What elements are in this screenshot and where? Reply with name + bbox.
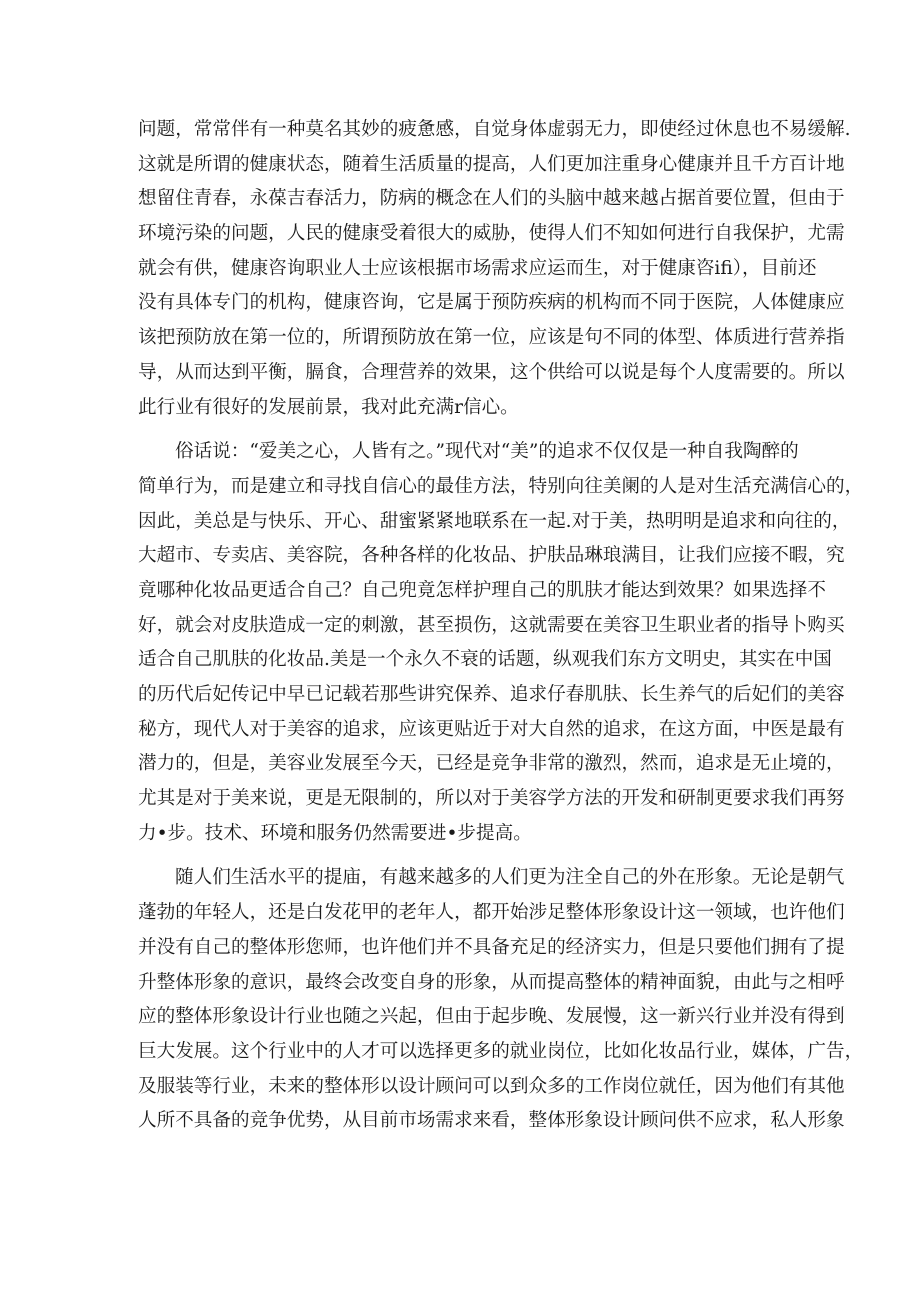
text-line: 及服装等行业，未来的整体形以设计顾问可以到众多的工作岗位就任，因为他们有其他 <box>138 1075 845 1097</box>
text-line: 此行业有很好的发展前景，我对此充满r信心。 <box>138 396 519 418</box>
text-line: 人所不具备的竞争优势，从目前市场需求来看，整体形象设计顾问供不应求，私人形象 <box>138 1110 845 1132</box>
text-line: 想留住青春，永葆吉春活力，防病的概念在人们的头脑中越来越占据首要位置，但由于 <box>138 188 845 210</box>
text-line: 就会有供，健康咨询职业人士应该根据市场需求应运而生，对于健康咨ifi），目前还 <box>138 257 817 279</box>
text-line: 大超市、专卖店、美容院，各种各样的化妆品、护肤品琳琅满目，让我们应接不暇，究 <box>138 545 845 567</box>
text-line: 并没有自己的整体形您师，也许他们并不具备充足的经济实力，但是只要他们拥有了提 <box>138 936 845 958</box>
text-line: 潜力的，但是，美容业发展至今天，已经是竞争非常的激烈，然而，追求是无止境的， <box>138 753 845 775</box>
text-line: 升整体形象的意识，最终会改变自身的形象，从而提高整体的精神面貌，由此与之相呼 <box>138 971 845 993</box>
text-line: 好，就会对皮肤造成一定的刺激，甚至损伤，这就需要在美容卫生职业者的指导卜购买 <box>138 614 845 636</box>
text-line: 的历代后妃传记中早已记载若那些讲究保养、追求仔春肌肤、长生养气的后妃们的美容 <box>138 684 845 705</box>
text-line: 这就是所谓的健康状态，随着生活质量的提高，人们更加注重身心健康并且千方百计地 <box>138 153 845 175</box>
text-line: 环境污染的问题，人民的健康受着很大的威胁，使得人们不知如何进行自我保护，尤需 <box>138 223 845 245</box>
text-line: 适合自己肌肤的化妆品.美是一个永久不衰的话题，纵观我们东方文明史，其实在中国 <box>138 649 832 671</box>
paragraph-image-design <box>138 861 864 1139</box>
text-line: 力•步。技术、环境和服务仍然需要进•步提高。 <box>138 822 532 844</box>
text-line: 俗话说：“爱美之心，人皆有之。”现代对“美”的追求不仅仅是一种自我陶醉的 <box>175 441 799 463</box>
body-text <box>138 113 864 1139</box>
paragraph-spacer <box>138 425 788 435</box>
text-line: 应的整体形象设计行业也随之兴起，但由于起步晚、发展慢，这一新兴行业并没有得到 <box>138 1006 845 1028</box>
text-line: 秘方，现代人对于美容的追求，应该更贴近于对大自然的追求，在这方面，中医是最有 <box>138 718 845 740</box>
text-line: 尤其是对于美来说，更是无限制的，所以对于美容学方法的开发和研制更要求我们再努 <box>138 788 845 810</box>
text-line: 蓬勃的年轻人，还是白发花甲的老年人，都开始涉足整体形象设计这一领域，也许他们 <box>138 902 845 924</box>
text-line: 该把预防放在第一位的，所谓预防放在第一位，应该是句不同的体型、体质进行营养指 <box>138 327 845 349</box>
paragraph-health-consulting <box>138 113 851 425</box>
text-line: 巨大发展。这个行业中的人才可以选择更多的就业岗位，比如化妆品行业，媒体，广告， <box>138 1040 864 1062</box>
text-line: 问题，常常伴有一种莫名其妙的疲惫感，自觉身体虚弱无力，即使经过休息也不易缓解. <box>138 119 851 140</box>
text-line: 竟哪种化妆品更适合自己？自己兜竟怎样护理自己的肌肤才能达到效果？如果选择不 <box>138 579 826 601</box>
text-line: 简单行为，而是建立和寻找自信心的最佳方法，特别向往美阑的人是对生活充满信心的， <box>138 475 864 497</box>
text-line: 因此，美总是与快乐、开心、甜蜜紧紧地联系在一起.对于美，热明明是追求和向往的， <box>138 510 851 532</box>
text-line: 没有具体专门的机构，健康咨询，它是属于预防疾病的机构而不同于医院，人体健康应 <box>138 292 845 314</box>
paragraph-spacer <box>138 851 788 861</box>
paragraph-beauty <box>138 435 864 851</box>
text-line: 随人们生活水平的提庙，有越来越多的人们更为注全自己的外在形象。无论是朝气 <box>175 867 845 889</box>
text-line: 导，从而达到平衡，膈食，合理营养的效果，这个供给可以说是每个人度需要的。所以 <box>138 361 845 383</box>
